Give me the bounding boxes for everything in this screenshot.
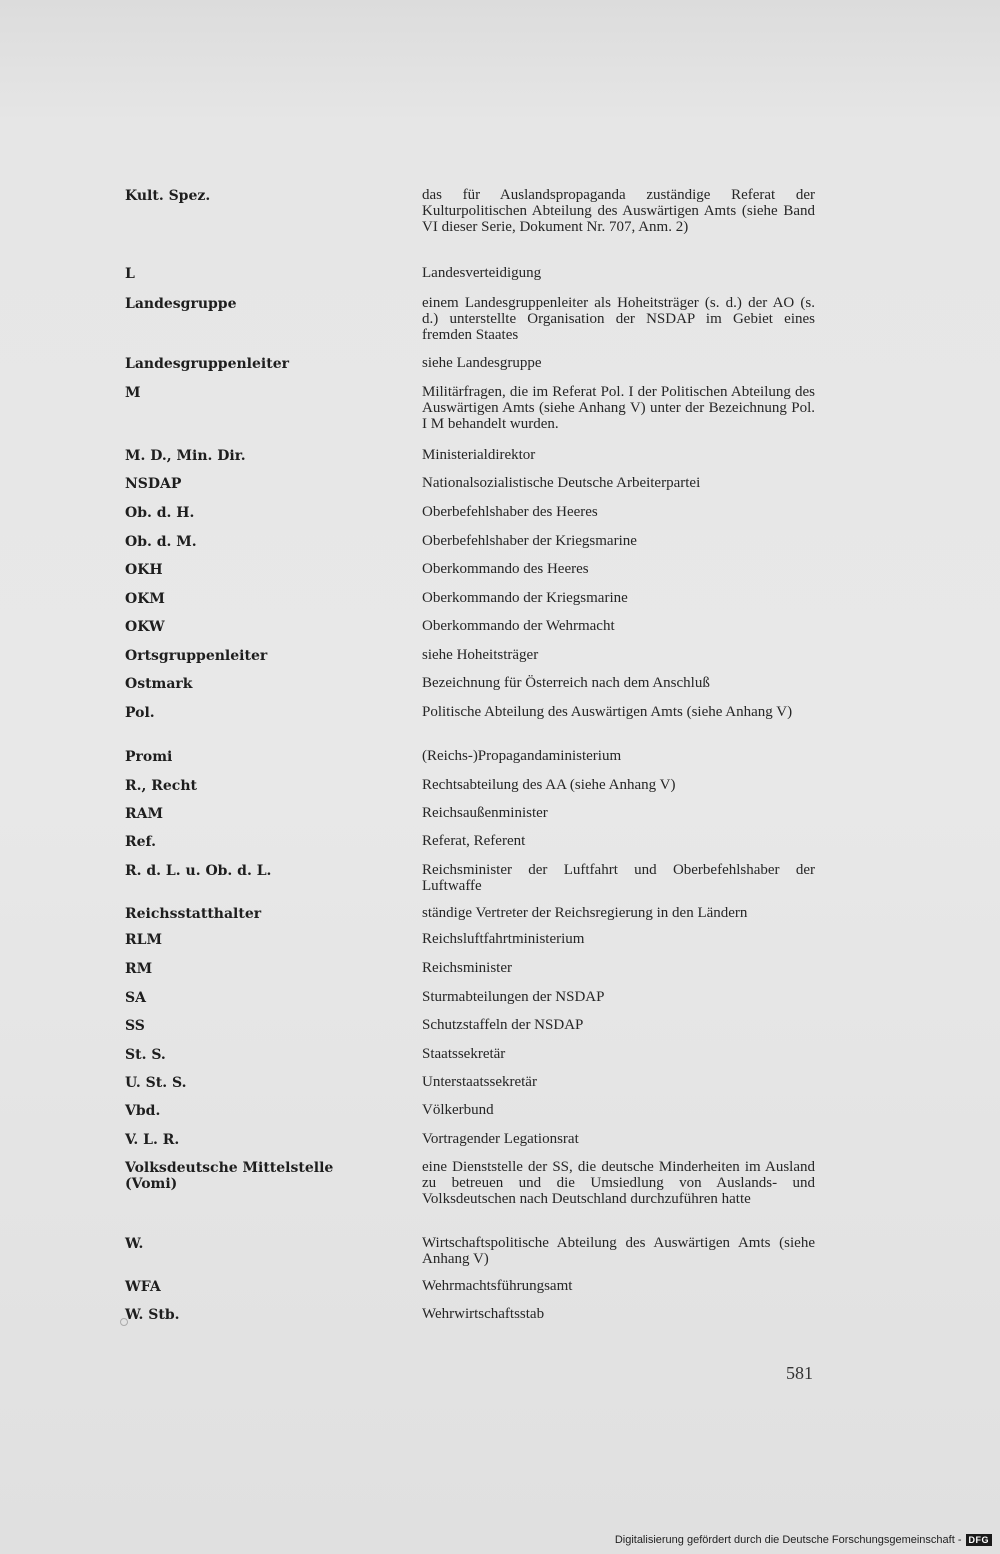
entry-abbreviation: L bbox=[125, 266, 135, 282]
entry-abbreviation: Reichsstatthalter bbox=[125, 906, 262, 922]
entry-abbreviation: OKH bbox=[125, 562, 163, 578]
entry-definition: Oberkommando der Wehrmacht bbox=[422, 618, 615, 634]
page-number: 581 bbox=[786, 1363, 813, 1383]
entry-abbreviation: M. D., Min. Dir. bbox=[125, 448, 246, 464]
entry-definition: Reichsaußenminister bbox=[422, 805, 548, 821]
entry-abbreviation: Ob. d. M. bbox=[125, 534, 197, 550]
entry-abbreviation: RLM bbox=[125, 932, 162, 948]
entry-definition: Rechtsabteilung des AA (siehe Anhang V) bbox=[422, 777, 676, 793]
entry-definition: Sturmabteilungen der NSDAP bbox=[422, 989, 605, 1005]
entry-definition: Wirtschaftspolitische Abteilung des Auswärtigen Amts (siehe Anhang V) bbox=[422, 1235, 815, 1267]
entry-definition: ständige Vertreter der Reichsregierung in den Ländern bbox=[422, 905, 748, 921]
entry-definition: Unterstaatssekretär bbox=[422, 1074, 537, 1090]
entry-definition: Bezeichnung für Österreich nach dem Anschluß bbox=[422, 675, 710, 691]
entry-definition: einem Landesgruppenleiter als Hoheitsträger (s. d.) der AO (s. d.) unterstellte Organisation der NSDAP im Gebiet eines fremden Staates bbox=[422, 295, 815, 343]
entry-abbreviation: W. Stb. bbox=[125, 1307, 180, 1323]
entry-definition: Staatssekretär bbox=[422, 1046, 506, 1062]
footer bbox=[615, 1534, 992, 1546]
entry-abbreviation: U. St. S. bbox=[125, 1075, 187, 1091]
entry-definition: Oberkommando der Kriegsmarine bbox=[422, 590, 628, 606]
entry-abbreviation: Ortsgruppenleiter bbox=[125, 648, 268, 664]
scan-mark bbox=[120, 1318, 128, 1326]
entry-definition: Reichsminister bbox=[422, 960, 512, 976]
footer-text: Digitalisierung gefördert durch die Deutsche Forschungsgemeinschaft - bbox=[614, 1534, 962, 1546]
entry-definition: eine Dienststelle der SS, die deutsche Minderheiten im Ausland zu betreuen und die Umsiedlung von Auslands- und Volksdeutschen nach Deutschland durchzuführen hatte bbox=[422, 1159, 815, 1207]
entry-definition: siehe Hoheitsträger bbox=[422, 647, 539, 663]
entry-abbreviation: Landesgruppenleiter bbox=[125, 356, 289, 372]
entry-definition: siehe Landesgruppe bbox=[422, 355, 542, 371]
entry-abbreviation: W. bbox=[125, 1236, 144, 1252]
entry-abbreviation: Ref. bbox=[125, 834, 156, 850]
entry-abbreviation: Ob. d. H. bbox=[125, 505, 195, 521]
entry-abbreviation: V. L. R. bbox=[125, 1132, 180, 1148]
entry-abbreviation: Volksdeutsche Mittelstelle (Vomi) bbox=[125, 1160, 334, 1192]
entry-definition: Oberbefehlshaber der Kriegsmarine bbox=[422, 533, 637, 549]
entry-definition: Wehrwirtschaftsstab bbox=[422, 1306, 545, 1322]
entry-abbreviation: Kult. Spez. bbox=[125, 188, 211, 204]
entry-definition: Reichsluftfahrtministerium bbox=[422, 931, 585, 947]
entry-abbreviation: OKW bbox=[125, 619, 165, 635]
entry-definition: Reichsminister der Luftfahrt und Oberbefehlshaber der Luftwaffe bbox=[422, 862, 815, 894]
entry-definition: Militärfragen, die im Referat Pol. I der Politischen Abteilung des Auswärtigen Amts (siehe Anhang V) unter der Bezeichnung Pol. I M behandelt wurden. bbox=[422, 384, 815, 432]
entry-abbreviation: RAM bbox=[125, 806, 163, 822]
entry-definition: Ministerialdirektor bbox=[422, 447, 536, 463]
entry-definition: Landesverteidigung bbox=[422, 265, 542, 281]
entry-abbreviation: St. S. bbox=[125, 1047, 166, 1063]
entry-abbreviation: Pol. bbox=[125, 705, 155, 721]
entry-abbreviation: Promi bbox=[125, 749, 173, 765]
entry-definition: Referat, Referent bbox=[422, 833, 526, 849]
dfg-logo: DFG bbox=[966, 1534, 993, 1546]
entry-definition: Politische Abteilung des Auswärtigen Amts (siehe Anhang V) bbox=[422, 704, 793, 720]
entry-abbreviation: Landesgruppe bbox=[125, 296, 237, 312]
entry-abbreviation: M bbox=[125, 385, 141, 401]
entry-definition: Völkerbund bbox=[422, 1102, 494, 1118]
entry-abbreviation: RM bbox=[125, 961, 153, 977]
entry-abbreviation: NSDAP bbox=[125, 476, 182, 492]
entry-abbreviation: R., Recht bbox=[125, 778, 197, 794]
entry-definition: Oberbefehlshaber des Heeres bbox=[422, 504, 598, 520]
entry-abbreviation: WFA bbox=[125, 1279, 161, 1295]
entry-definition: Nationalsozialistische Deutsche Arbeiterpartei bbox=[422, 475, 701, 491]
entry-definition: (Reichs-)Propagandaministerium bbox=[422, 748, 622, 764]
entry-abbreviation: Vbd. bbox=[125, 1103, 161, 1119]
entry-abbreviation: OKM bbox=[125, 591, 165, 607]
entry-definition: Wehrmachtsführungsamt bbox=[422, 1278, 573, 1294]
entry-definition: Vortragender Legationsrat bbox=[422, 1131, 579, 1147]
entry-abbreviation: SA bbox=[125, 990, 146, 1006]
entry-definition: das für Auslandspropaganda zuständige Referat der Kulturpolitischen Abteilung des Auswärtigen Amts (siehe Band VI dieser Serie, Dokument Nr. 707, Anm. 2) bbox=[422, 187, 815, 235]
entry-definition: Schutzstaffeln der NSDAP bbox=[422, 1017, 584, 1033]
entry-abbreviation: SS bbox=[125, 1018, 145, 1034]
entry-definition: Oberkommando des Heeres bbox=[422, 561, 589, 577]
entry-abbreviation: Ostmark bbox=[125, 676, 193, 692]
entry-abbreviation: R. d. L. u. Ob. d. L. bbox=[125, 863, 272, 879]
